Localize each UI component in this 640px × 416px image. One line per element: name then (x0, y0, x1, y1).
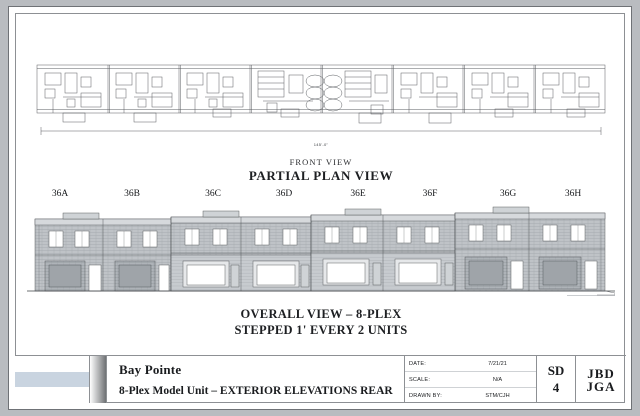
metadata-key-drawn-by: DRAWN BY: (409, 392, 442, 399)
title-block (15, 355, 626, 403)
metadata-key-date: DATE: (409, 360, 427, 367)
project-name: Bay Pointe (119, 362, 182, 377)
sheet-subtitle: 8-Plex Model Unit – EXTERIOR ELEVATIONS REAR (119, 385, 393, 397)
firm-logo-line-2: JGA (586, 378, 616, 394)
elevation-vector (27, 203, 615, 303)
metadata-value-date: 7/21/21 (488, 360, 507, 367)
swatch-middle (15, 372, 89, 388)
unit-tag-36b: 36B (124, 189, 140, 199)
gradient-divider (90, 356, 107, 403)
stepped-note-caption: STEPPED 1' EVERY 2 UNITS (234, 323, 408, 337)
metadata-value-scale: N/A (492, 376, 503, 383)
project-info (107, 356, 405, 403)
plan-dimension (23, 143, 619, 157)
sheet-identifier (537, 356, 576, 403)
metadata-row-scale (405, 372, 536, 388)
unit-tag-36d: 36D (275, 189, 293, 199)
unit-tag-36h: 36H (564, 189, 582, 199)
sheet-number: 4 (552, 380, 560, 395)
unit-tag-36c: 36C (205, 189, 221, 199)
unit-tag-36e: 36E (350, 189, 366, 199)
metadata-key-scale: SCALE: (409, 376, 431, 383)
unit-tag-36a: 36A (51, 189, 69, 199)
sheet-code: SD (547, 363, 565, 378)
plan-dimension-label: 145'-0" (313, 142, 329, 147)
partial-plan-view-title: PARTIAL PLAN VIEW (248, 168, 394, 183)
drawing-sheet (8, 6, 632, 410)
swatch-top (15, 356, 89, 372)
metadata-row-date (405, 356, 536, 372)
sheet-metadata (405, 356, 537, 403)
overall-view-caption: OVERALL VIEW – 8-PLEX (240, 307, 402, 321)
color-swatch-block (15, 356, 90, 403)
swatch-bottom (15, 387, 89, 403)
unit-tag-36f: 36F (422, 189, 438, 199)
rear-elevation-drawing (27, 203, 615, 301)
firm-logo-line-1: JBD (587, 365, 615, 381)
partial-plan-drawing (23, 37, 619, 147)
firm-logo (576, 356, 626, 403)
metadata-value-drawn-by: STM/CJH (485, 392, 510, 399)
metadata-row-drawn-by (405, 388, 536, 403)
plan-vector (23, 37, 619, 147)
unit-tag-36g: 36G (499, 189, 517, 199)
front-view-caption: FRONT VIEW (289, 157, 353, 167)
